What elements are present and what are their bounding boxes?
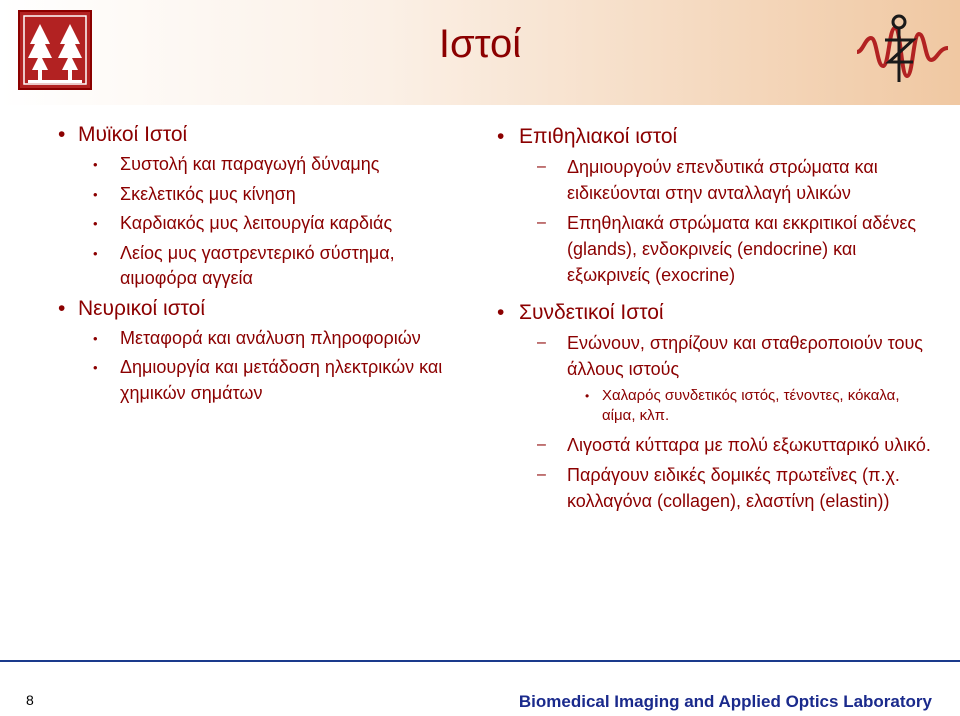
list-item: – Λιγοστά κύτταρα με πολύ εξωκυτταρικό υλικό. [497,432,937,458]
right-column [497,124,937,518]
list-item: • Λείος μυς γαστρεντερικό σύστημα, αιμοφόρα αγγεία [58,241,468,292]
footer-divider [0,660,960,662]
list-item: – Παράγουν ειδικές δομικές πρωτεΐνες (π.χ. κολλαγόνα (collagen), ελαστίνη (elastin)) [497,462,937,514]
list-item: • Συστολή και παραγωγή δύναμης [58,152,468,178]
list-item: • Μεταφορά και ανάλυση πληροφοριών [58,326,468,352]
lab-waveform-logo-icon [855,10,950,85]
lab-name: Biomedical Imaging and Applied Optics Laboratory [518,692,932,711]
list-item: • Σκελετικός μυς κίνηση [58,182,468,208]
list-item: • Δημιουργία και μετάδοση ηλεκτρικών και χημικών σημάτων [58,355,468,406]
bullet-nervous-tissue: • Νευρικοί ιστοί [58,296,468,322]
list-item: – Ενώνουν, στηρίζουν και σταθεροποιούν τους άλλους ιστούς [497,330,937,382]
bullet-connective-tissue: • Συνδετικοί Ιστοί [497,300,937,326]
slide-header [0,0,960,105]
list-item: – Δημιουργούν επενδυτικά στρώματα και ειδικεύονται στην ανταλλαγή υλικών [497,154,937,206]
sub-list-item: • Χαλαρός συνδετικός ιστός, τένοντες, κόκαλα, αίμα, κλπ. [497,386,937,426]
list-item: • Καρδιακός μυς λειτουργία καρδιάς [58,211,468,237]
bullet-muscle-tissue: • Μυϊκοί Ιστοί [58,122,468,148]
bullet-epithelial-tissue: • Επιθηλιακοί ιστοί [497,124,937,150]
slide-title: Ιστοί [438,22,522,66]
list-item: – Επηθηλιακά στρώματα και εκκριτικοί αδένες (glands), ενδοκρινείς (endocrine) και εξωκρινείς (exocrine) [497,210,937,288]
page-number: 8 [26,692,34,708]
left-column [58,122,468,410]
